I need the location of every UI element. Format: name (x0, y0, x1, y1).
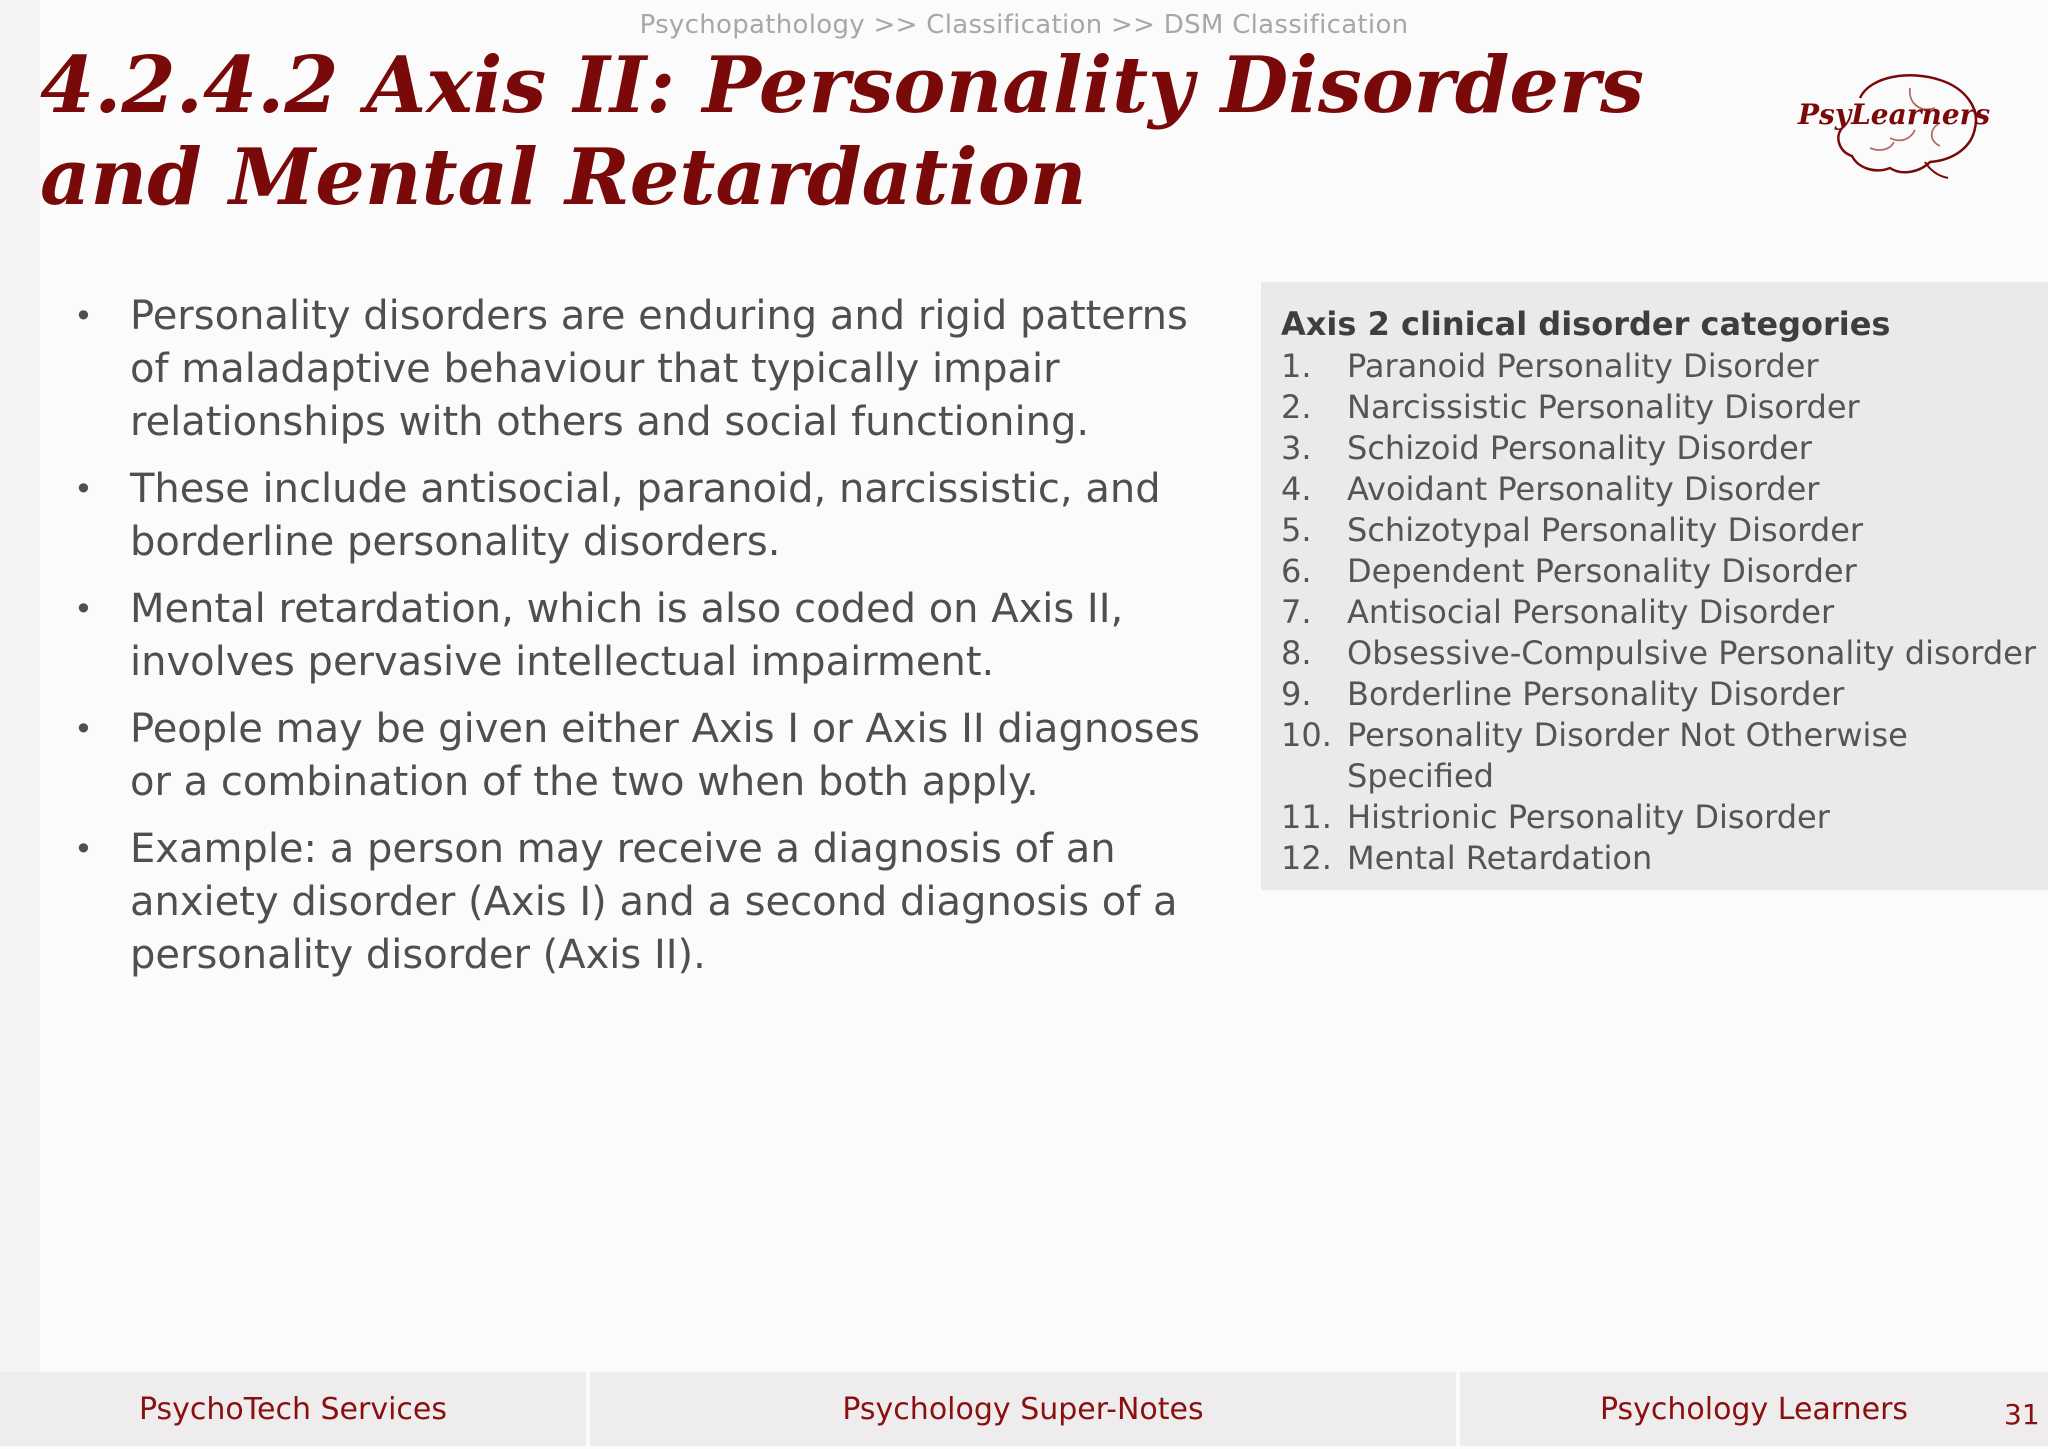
item-number: 3. (1281, 429, 1312, 467)
footer-center: Psychology Super-Notes (590, 1372, 1456, 1446)
logo-text: PsyLearners (1798, 98, 1991, 131)
footer-right: Psychology Learners (1460, 1372, 2048, 1446)
category-list (1281, 346, 2048, 879)
category-item (1281, 633, 2048, 674)
list-item (70, 583, 1220, 689)
bullet-text: Example: a person may receive a diagnosis of an anxiety disorder (Axis I) and a second diagnosis of a personality disorder (Axis II). (130, 826, 1178, 978)
bullet-text: Personality disorders are enduring and rigid patterns of maladaptive behaviour that typically impair relationships with others and social functioning. (130, 293, 1188, 445)
item-label: Schizoid Personality Disorder (1347, 429, 1812, 467)
breadcrumb: Psychopathology >> Classification >> DSM Classification (639, 10, 1409, 40)
item-number: 8. (1281, 634, 1312, 672)
item-label: Antisocial Personality Disorder (1347, 593, 1835, 631)
bullet-icon: • (74, 710, 93, 748)
item-number: 6. (1281, 552, 1312, 590)
category-item (1281, 346, 2048, 387)
item-number: 1. (1281, 347, 1312, 385)
item-label: Avoidant Personality Disorder (1347, 470, 1820, 508)
item-number: 11. (1281, 798, 1332, 836)
page-number: 31 (2004, 1398, 2040, 1431)
footer-left: PsychoTech Services (0, 1372, 586, 1446)
bullet-text: People may be given either Axis I or Axis II diagnoses or a combination of the two when both apply. (130, 706, 1200, 805)
item-number: 7. (1281, 593, 1312, 631)
list-item (70, 823, 1220, 982)
category-item (1281, 469, 2048, 510)
item-number: 9. (1281, 675, 1312, 713)
item-number: 4. (1281, 470, 1312, 508)
item-number: 10. (1281, 716, 1332, 754)
bullet-list (70, 290, 1220, 996)
category-item (1281, 592, 2048, 633)
category-item (1281, 715, 2048, 797)
panel-title: Axis 2 clinical disorder categories (1281, 305, 1891, 343)
bullet-icon: • (74, 830, 93, 868)
bullet-icon: • (74, 470, 93, 508)
logo (1790, 68, 1990, 183)
item-label: Borderline Personality Disorder (1347, 675, 1845, 713)
category-item (1281, 551, 2048, 592)
item-label: Narcissistic Personality Disorder (1347, 388, 1860, 426)
category-item (1281, 838, 2048, 879)
bullet-icon: • (74, 590, 93, 628)
bullet-icon: • (74, 297, 93, 335)
page-title: 4.2.4.2 Axis II: Personality Disorders and Mental Retardation (40, 40, 1645, 223)
category-item (1281, 674, 2048, 715)
item-number: 2. (1281, 388, 1312, 426)
item-number: 5. (1281, 511, 1312, 549)
item-label: Mental Retardation (1347, 839, 1653, 877)
item-number: 12. (1281, 839, 1332, 877)
bullet-text: These include antisocial, paranoid, narcissistic, and borderline personality disorders. (130, 466, 1161, 565)
list-item (70, 463, 1220, 569)
item-label: Obsessive-Compulsive Personality disorder (1347, 634, 2036, 672)
list-item (70, 290, 1220, 449)
category-panel (1261, 282, 2048, 890)
item-label: Histrionic Personality Disorder (1347, 798, 1830, 836)
category-item (1281, 387, 2048, 428)
category-item (1281, 797, 2048, 838)
bullet-text: Mental retardation, which is also coded on Axis II, involves pervasive intellectual impairment. (130, 586, 1124, 685)
list-item (70, 703, 1220, 809)
category-item (1281, 428, 2048, 469)
item-label: Schizotypal Personality Disorder (1347, 511, 1864, 549)
item-label: Personality Disorder Not Otherwise Specified (1347, 716, 1908, 795)
item-label: Dependent Personality Disorder (1347, 552, 1857, 590)
item-label: Paranoid Personality Disorder (1347, 347, 1819, 385)
category-item (1281, 510, 2048, 551)
